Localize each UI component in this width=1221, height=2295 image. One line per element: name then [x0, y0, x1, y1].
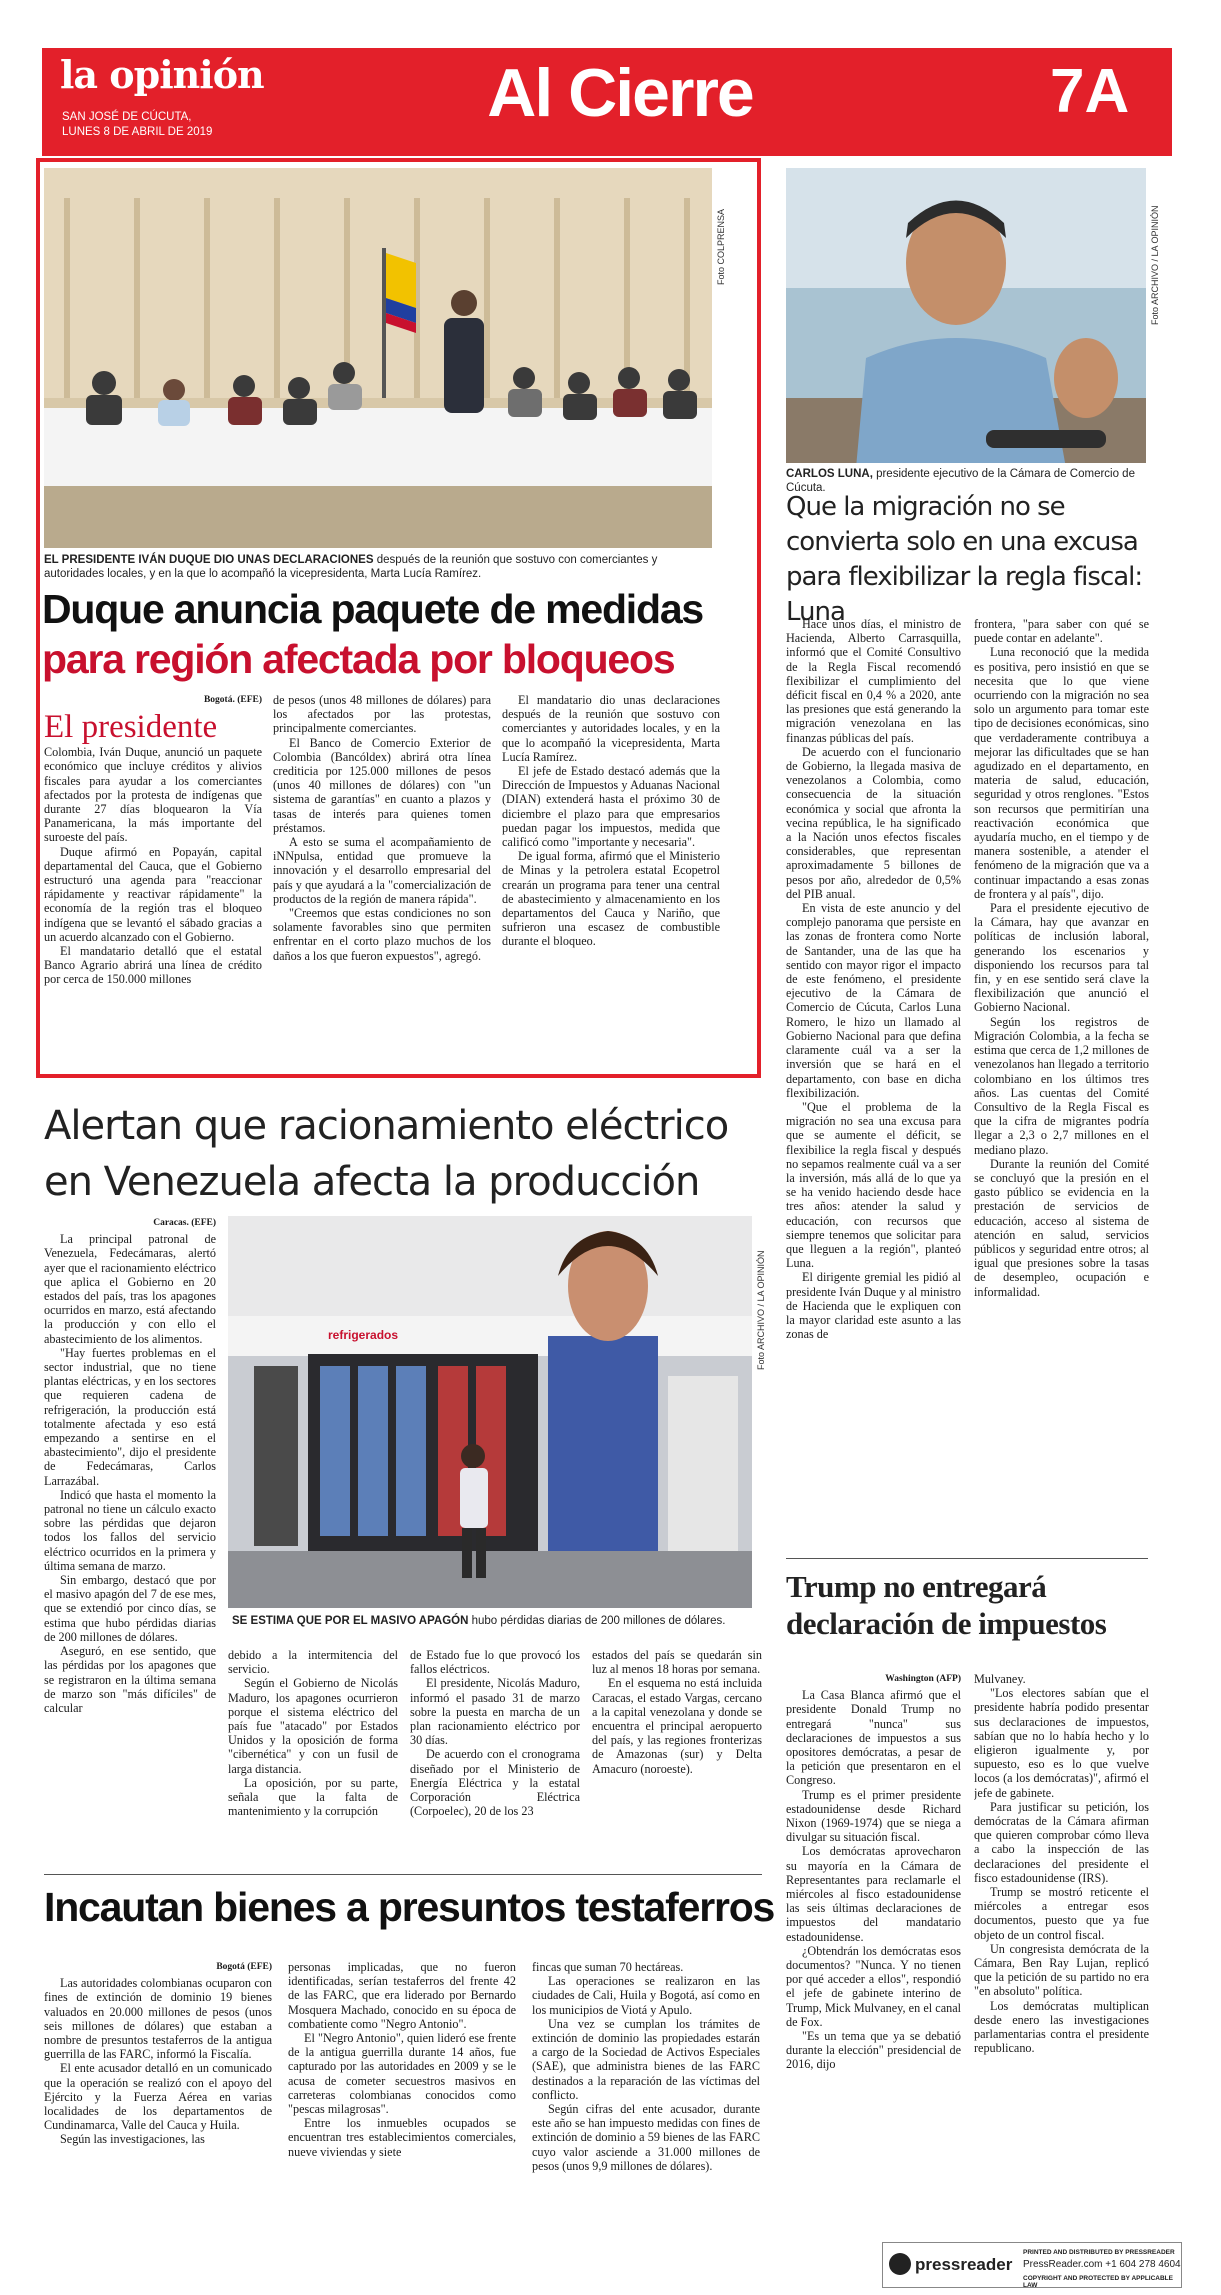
testaferros-byline: Bogotá (EFE) — [216, 1962, 272, 1972]
venezuela-column-1 — [44, 1216, 216, 1856]
lead-photo-credit: Foto COLPRENSA — [716, 208, 726, 285]
venezuela-paragraph: La principal patronal de Venezuela, Fedecámaras, alertó ayer que el racionamiento eléctrico que aplica el Gobierno en 20 estados del país, tras los apagones ocurridos en marzo, está afectando la producción y con ello el abastecimiento de los alimentos. — [44, 1232, 216, 1346]
testaferros-paragraph: Según las investigaciones, las — [60, 2132, 205, 2147]
lead-paragraph: de pesos (unos 48 millones de dólares) para los afectados por las protestas, principalmente comerciantes. — [273, 693, 491, 736]
luna-paragraph: Para el presidente ejecutivo de la Cámara, hay que avanzar en políticas de inclusión laboral, generando los escenarios y disponiendo los recursos para tal fin, y en ese sentido será clave la flexibilización que anunció el Gobierno Nacional. — [974, 901, 1149, 1015]
footer-notice-2: PressReader.com +1 604 278 4604 — [1023, 2259, 1181, 2270]
pressreader-logo-icon — [889, 2253, 911, 2275]
trump-paragraph: Los demócratas multiplican desde enero las investigaciones parlamentarias contra el presidente republicano. — [974, 1998, 1149, 2056]
venezuela-paragraph: Indicó que hasta el momento la patronal no tiene un cálculo exacto sobre las pérdidas que dejaron todos los fallos del servicio eléctrico ocurridos en la primera y última semana de marzo. — [44, 1487, 216, 1573]
luna-paragraph: frontera, "para saber con qué se puede contar en adelante". — [974, 617, 1149, 646]
lead-paragraph: De igual forma, afirmó que el Ministerio de Minas y la petrolera estatal Ecopetrol crearán un programa para tener una central de abastecimiento y almacenamiento en los departamentos del Cauca y Nariño, que sufrieron una escasez de combustible durante el bloqueo. — [502, 849, 720, 949]
luna-caption-text: presidente ejecutivo de la Cámara de Comercio de Cúcuta. — [786, 468, 1135, 494]
trump-paragraph: La Casa Blanca afirmó que el presidente Donald Trump no entregará "nunca" sus declaraciones de impuestos a sus opositores demócratas, a pesar de la petición que presentaron en el Congreso. — [786, 1688, 961, 1788]
section-title: Al Cierre — [487, 55, 753, 131]
trump-paragraph: Un congresista demócrata de la Cámara, Ben Ray Lujan, replicó que la petición de su partido no era "en absoluto" política. — [974, 1941, 1149, 1999]
luna-caption-bold: CARLOS LUNA, — [786, 468, 873, 480]
venezuela-photo — [228, 1216, 752, 1608]
venezuela-paragraph: En el esquema no está incluida Caracas, el estado Vargas, cercano a la capital venezolana y donde se encuentra el principal aeropuerto del país, y las regiones fronterizas de Amazonas (sur) y Delta Amacuro (noroeste). — [592, 1676, 762, 1776]
trump-paragraph: Trump se mostró reticente el miércoles a entregar esos documentos, puesto que ya fue objeto de un control fiscal. — [974, 1885, 1149, 1942]
venezuela-byline: Caracas. (EFE) — [153, 1218, 216, 1228]
lead-headline-line2: para región afectada por bloqueos — [42, 636, 675, 682]
venezuela-paragraph: La oposición, por su parte, señala que la falta de mantenimiento y la corrupción — [228, 1775, 398, 1819]
testaferros-paragraph: personas implicadas, que no fueron identificadas, serían testaferros del frente 42 de las FARC, que era liderado por Bernardo Mosquera Machado, conocido en su época de combatiente como "Negro Antonio". — [288, 1960, 516, 2031]
lead-headline-line1: Duque anuncia paquete de medidas — [42, 586, 704, 632]
lead-column-3 — [502, 693, 720, 1073]
trump-paragraph: Mulvaney. — [974, 1672, 1026, 1686]
pressreader-brand: pressreader — [915, 2255, 1013, 2274]
testaferros-paragraph: Una vez se cumplan los trámites de extinción de dominio las propiedades estarán a cargo de la Sociedad de Activos Especiales (SAE), que administra bienes de las FARC destinados a la reparación de las víctimas del conflicto. — [532, 2016, 760, 2102]
testaferros-column-3 — [532, 1960, 760, 2235]
store-photo-illustration — [228, 1216, 752, 1608]
trump-paragraph: Los demócratas aprovecharon su mayoría en la Cámara de Representantes para reclamarle el miércoles al fisco estadounidense las seis últimas declaraciones de impuestos del mandatario estadounidense. — [786, 1844, 961, 1944]
trump-paragraph: "Es un tema que ya se debatió durante la elección" presidencial de 2016, dijo — [786, 2029, 961, 2072]
venezuela-paragraph: Según el Gobierno de Nicolás Maduro, los apagones ocurrieron porque el sistema eléctrico del país fue "atacado" por Estados Unidos y la oposición de forma "cibernética" y con un fusil de larga distancia. — [228, 1676, 398, 1776]
venezuela-column-3 — [410, 1648, 580, 1858]
venezuela-caption-text: hubo pérdidas diarias de 200 millones de dólares. — [468, 1615, 726, 1627]
venezuela-paragraph: Aseguró, en ese sentido, que las pérdidas por los apagones que se registraron en la última semana de marzo son "más difíciles" de calcular — [44, 1644, 216, 1715]
venezuela-paragraph: debido a la intermitencia del servicio. — [228, 1648, 398, 1677]
lead-paragraph: El jefe de Estado destacó además que la Dirección de Impuestos y Aduanas Nacional (DIAN) extenderá hasta el próximo 30 de diciembre el plazo para que empresarios puedan pagar los impuestos, medida que calificó como "importante y necesaria". — [502, 764, 720, 850]
pressreader-footer — [882, 2242, 1182, 2288]
lead-photo-caption — [44, 553, 716, 581]
trump-paragraph: Trump es el primer presidente estadounidense desde Richard Nixon (1969-1974) que se niega a divulgar su situación fiscal. — [786, 1787, 961, 1845]
trump-column-2 — [974, 1672, 1149, 2232]
lead-paragraph: El mandatario detalló que el estatal Banco Agrario abrirá una línea de crédito por cerca de 150.000 millones — [44, 944, 262, 987]
luna-paragraph: En vista de este anuncio y del complejo panorama que persiste en las zonas de frontera como Norte de Santander, una de las que ha sentido con mayor rigor el impacto de este fenómeno, el presidente ejecutivo de la Cámara de Comercio de Cúcuta, Carlos Luna Romero, le hizo un llamado al Gobierno Nacional para que defina claramente cuál va a ser la inversión que se hará en el departamento, con base en dicha flexibilización. — [786, 901, 961, 1100]
lead-paragraph: "Creemos que estas condiciones no son solamente favorables sino que permiten enfrentar en el corto plazo muchos de los daños a los que fueron expuestos", agregó. — [273, 906, 491, 963]
lead-paragraph: Duque afirmó en Popayán, capital departamental del Cauca, que el Gobierno estructuró una agenda para "reaccionar rápidamente y reactivar rápidamente" la economía de la región tras el bloqueo indígena que se levantó el sábado gracias a un acuerdo alcanzado con el Gobierno. — [44, 844, 262, 944]
luna-paragraph: "Que el problema de la migración no sea una excusa para que se aumente el déficit, se flexibilice la regla fiscal y después no sepamos realmente cuál va a ser la inversión, más allá de lo que ya se ha venido haciendo desde hace tres años: atender la salud y educación, con recursos que siempre tenemos que solicitar para que lleguen a la región", planteó Luna. — [786, 1099, 961, 1271]
testaferros-paragraph: fincas que suman 70 hectáreas. — [532, 1960, 684, 1974]
lead-dropcap: El presidente — [44, 709, 218, 746]
testaferros-headline: Incautan bienes a presuntos testaferros — [44, 1884, 775, 1930]
testaferros-paragraph: El ente acusador detalló en un comunicado que la operación se realizó con el apoyo del Ejército y la Fuerza Aérea en varias localidades de los departamentos de Cundinamarca, Valle del Cauca y Huila. — [44, 2061, 272, 2133]
trump-headline: Trump no entregará declaración de impuestos — [786, 1569, 1107, 1641]
page-number: 7A — [1050, 57, 1130, 126]
venezuela-paragraph: Sin embargo, destacó que por el masivo apagón del 7 de ese mes, que se extendió por cinco días, se estima que hubo pérdidas diarias de 200 millones de dólares. — [44, 1573, 216, 1644]
luna-paragraph: El dirigente gremial les pidió al presidente Iván Duque y al ministro de Hacienda que le expliquen con la mayor claridad este asunto a las zonas de — [786, 1270, 961, 1342]
testaferros-paragraph: Entre los inmuebles ocupados se encuentran tres establecimientos comerciales, nueve viviendas y siete — [288, 2116, 516, 2159]
trump-paragraph: Para justificar su petición, los demócratas de la Cámara afirman que quieren comprobar cómo lleva a cabo la inspección de las declaraciones del presidente el fisco estadounidense (IRS). — [974, 1799, 1149, 1885]
venezuela-column-4 — [592, 1648, 762, 1858]
lead-paragraph: El mandatario dio unas declaraciones después de la reunión que sostuvo con comerciantes y autoridades locales, y en la que lo acompañó la vicepresidenta, Marta Lucía Ramírez. — [502, 693, 720, 764]
lead-column-1 — [44, 693, 262, 1073]
lead-paragraph: A esto se suma el acompañamiento de iNNpulsa, entidad que promueve la innovación y el desarrollo empresarial del país y que ayudará a la "comercialización de productos de la región de manera rápida". — [273, 835, 491, 906]
venezuela-paragraph: El presidente, Nicolás Maduro, informó el pasado 31 de marzo sobre la puesta en marcha de un plan racionamiento eléctrico por 30 días. — [410, 1676, 580, 1748]
testaferros-paragraph: El "Negro Antonio", quien lideró ese frente de la antigua guerrilla durante 14 años, fue capturado por las autoridades en 2009 y se le acusa de cometer secuestros masivos en carreteras colombianas conocidos como "pescas milagrosas". — [288, 2031, 516, 2117]
portrait-illustration — [786, 168, 1146, 463]
footer-notice-1: PRINTED AND DISTRIBUTED BY PRESSREADER — [1023, 2249, 1175, 2256]
section-divider — [786, 1558, 1148, 1559]
venezuela-caption-bold: SE ESTIMA QUE POR EL MASIVO APAGÓN — [232, 1615, 469, 1627]
dateline-date: LUNES 8 DE ABRIL DE 2019 — [62, 126, 213, 138]
trump-paragraph: ¿Obtendrán los demócratas esos documentos? "Nunca. Y no tienen por qué acceder a ellos", respondió el jefe de gabinete interino de Trump, Mick Mulvaney, en el canal de Fox. — [786, 1943, 961, 2029]
lead-paragraph: Colombia, Iván Duque, anunció un paquete económico que incluye créditos y alivios fiscales para ayudar a los comerciantes afectados por la protesta de indígenas que durante 27 días bloquearon la Vía Panamericana, la más importante del suroeste del país. — [44, 745, 262, 845]
lead-column-2 — [273, 693, 491, 1073]
dateline — [62, 110, 212, 140]
venezuela-column-2 — [228, 1648, 398, 1858]
lead-caption-bold: EL PRESIDENTE IVÁN DUQUE DIO UNAS DECLARACIONES — [44, 554, 374, 566]
venezuela-photo-credit: Foto ARCHIVO / LA OPINIÓN — [756, 1250, 766, 1370]
luna-column-1 — [786, 617, 961, 1542]
refrigerados-sign: refrigerados — [328, 1328, 399, 1342]
footer-notice-3: COPYRIGHT AND PROTECTED BY APPLICABLE LAW — [1023, 2275, 1173, 2289]
trump-paragraph: "Los electores sabían que el presidente habría podido presentar sus declaraciones de impuestos, sabían que no lo había hecho y lo eligieron igualmente y, por supuesto, eso es lo que vuelve locos (a los demócratas)", afirmó el jefe de gabinete. — [974, 1686, 1149, 1800]
venezuela-paragraph: de Estado fue lo que provocó los fallos eléctricos. — [410, 1648, 580, 1677]
luna-column-2 — [974, 617, 1149, 1542]
lead-caption-text: después de la reunión que sostuvo con comerciantes y autoridades locales, y en la que lo acompañó la vicepresidenta, Marta Lucía Ramírez. — [44, 554, 658, 580]
testaferros-paragraph: Según cifras del ente acusador, durante este año se han impuesto medidas con fines de extinción de dominio a 59 bienes de las FARC cuyo valor asciende a 31.000 millones de pesos (unos 9,9 millones de dólares). — [532, 2102, 760, 2173]
venezuela-headline: Alertan que racionamiento eléctrico en Venezuela afecta la producción — [44, 1103, 729, 1205]
venezuela-paragraph: "Hay fuertes problemas en el sector industrial, que no tiene plantas eléctricas, y en los sectores que requieren cadena de refrigeración, la producción está totalmente afectada y eso está empezando a sentirse en el abastecimiento", dijo el presidente de Fedecámaras, Carlos Larrazábal. — [44, 1345, 216, 1488]
testaferros-column-1 — [44, 1960, 272, 2235]
meeting-photo-illustration — [44, 168, 712, 548]
luna-paragraph: Luna reconoció que la medida es positiva, pero insistió en que se necesita que lo que viene ocurriendo con la migración no sea solo un argumento para tomar este tipo de decisiones económicas, sino que verdaderamente contribuya a mejorar las dificultades que se han agudizado en el departamento, en materia de salud, educación, seguridad y otros renglones. "Estos son recursos que permitirían una reactivación económica que ayudaría mucho, en el tiempo y de manera sostenible, a atender el fenómeno de la migración que va a continuar impactando a esas zonas de frontera y al país", dijo. — [974, 645, 1149, 901]
testaferros-paragraph: Las operaciones se realizaron en las ciudades de Cali, Huila y Bogotá, así como en los municipios de Viotá y Apulo. — [532, 1974, 760, 2017]
luna-photo-credit: Foto ARCHIVO / LA OPINIÓN — [1150, 205, 1160, 325]
testaferros-column-2 — [288, 1960, 516, 2235]
newspaper-logo: la opinión — [60, 52, 264, 97]
luna-paragraph: Según los registros de Migración Colombia, a la fecha se estima que cerca de 1,2 millones de venezolanos han llegado a territorio colombiano en los últimos tres años. Las cuentas del Comité Consultivo de la Regla Fiscal es que la cifra de migrantes podría llegar a 2,3 o 2,7 millones en el mediano plazo. — [974, 1014, 1149, 1157]
venezuela-paragraph: De acuerdo con el cronograma diseñado por el Ministerio de Energía Eléctrica y la estatal Corporación Eléctrica (Corpoelec), 20 de los 23 — [410, 1747, 580, 1819]
venezuela-paragraph: estados del país se quedarán sin luz al menos 18 horas por semana. — [592, 1648, 762, 1677]
lead-photo — [44, 168, 712, 548]
trump-byline: Washington (AFP) — [885, 1674, 961, 1684]
lead-byline: Bogotá. (EFE) — [203, 695, 262, 705]
luna-paragraph: De acuerdo con el funcionario de Gobierno, la llegada masiva de venezolanos a Colombia, como consecuencia de la situación económica y social que afronta la vecina república, le ha significado a la Nación unos efectos fiscales considerables, que representan aproximadamente 5 billones de pesos por año, alrededor de 0,5% del PIB anual. — [786, 744, 961, 901]
lead-paragraph: El Banco de Comercio Exterior de Colombia (Bancóldex) abrirá otra línea crediticia por 125.000 millones de pesos (unos 40 millones de dólares) con "un sistema de garantías" en cuanto a plazos y tasas de interés para quienes tomen préstamos. — [273, 735, 491, 835]
luna-photo — [786, 168, 1146, 463]
section-divider — [44, 1874, 762, 1875]
luna-paragraph: Durante la reunión del Comité se concluyó que la presión en el gasto público se evidencia en la prestación de servicios de educación, acceso al sistema de atención en salud, servicios públicos y seguridad entre otros; al igual que presiones sobre la tasas de desempleo, ocupación e informalidad. — [974, 1156, 1149, 1299]
luna-paragraph: Hace unos días, el ministro de Hacienda, Alberto Carrasquilla, informó que el Comité Consultivo de la Regla Fiscal recomendó flexibilizar el cumplimiento del déficit fiscal en 0,4 % a 2020, ante las presiones que está generando la migración venezolana en las finanzas públicas del país. — [786, 617, 961, 745]
testaferros-paragraph: Las autoridades colombianas ocuparon con fines de extinción de dominio 19 bienes valuados en 20.000 millones de pesos (unos seis millones de dólares) que estaban a nombre de presuntos testaferros de la antigua guerrilla de las FARC, informó la Fiscalía. — [44, 1976, 272, 2062]
trump-column-1 — [786, 1672, 961, 2232]
luna-headline: Que la migración no se convierta solo en una excusa para flexibilizar la regla fiscal: Luna — [786, 492, 1143, 627]
venezuela-photo-caption — [232, 1614, 752, 1628]
dateline-city: SAN JOSÉ DE CÚCUTA, — [62, 111, 192, 123]
